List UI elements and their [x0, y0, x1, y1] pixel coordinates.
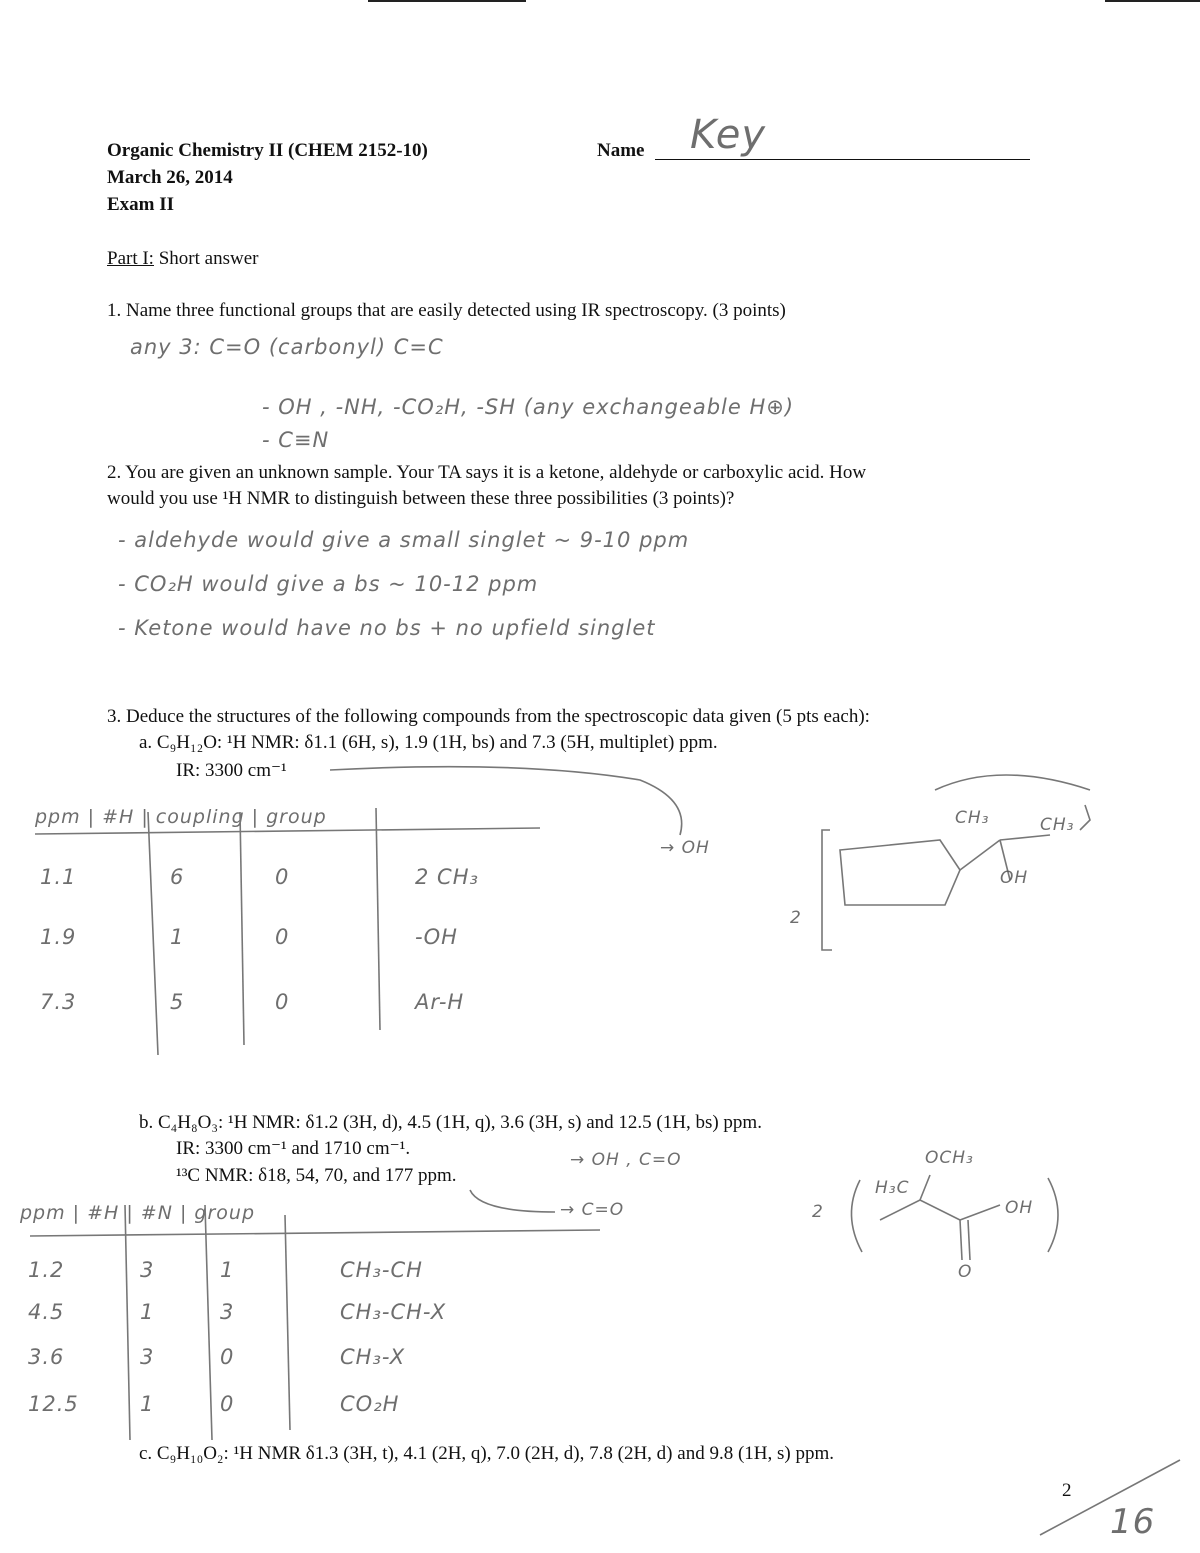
q3b-r1-group: CH₃-CH: [340, 1258, 423, 1282]
q3a-text-1: a. C₉H₁₂O: ¹H NMR: δ1.1 (6H, s), 1.9 (1H, bs) and 7.3 (5H, multiplet) ppm.: [139, 732, 718, 753]
q3a-ir-note: → OH: [660, 838, 710, 858]
q3b-r1-n: 1: [220, 1258, 235, 1282]
q3b-text-1: b. C₄H₈O₃: ¹H NMR: δ1.2 (3H, d), 4.5 (1H, q), 3.6 (3H, s) and 12.5 (1H, bs) ppm.: [139, 1112, 762, 1133]
q3a-table-header: ppm | #H | coupling | group: [35, 806, 327, 828]
q3b-struct-h3c: H₃C: [875, 1178, 910, 1198]
page-number: 2: [1062, 1480, 1072, 1501]
q1-answer-3: - C≡N: [262, 428, 330, 452]
q3b-r3-h: 3: [140, 1345, 155, 1369]
q3a-r3-group: Ar-H: [415, 990, 465, 1014]
q3a-struct-ch3-1: CH₃: [955, 808, 990, 828]
q3a-r1-h: 6: [170, 865, 185, 889]
score: 16: [1110, 1502, 1156, 1542]
q3b-r1-ppm: 1.2: [28, 1258, 65, 1282]
q3b-c13-note: → C=O: [560, 1200, 625, 1220]
q3a-r1-ppm: 1.1: [40, 865, 77, 889]
q1-text: 1. Name three functional groups that are easily detected using IR spectroscopy. (3 points): [107, 300, 786, 321]
q1-answer-1: any 3: C=O (carbonyl) C=C: [130, 335, 444, 359]
q3b-r2-ppm: 4.5: [28, 1300, 65, 1324]
q3-text: 3. Deduce the structures of the following compounds from the spectroscopic data given (5 pts each):: [107, 706, 870, 727]
q3a-r2-ppm: 1.9: [40, 925, 77, 949]
q3b-r4-h: 1: [140, 1392, 155, 1416]
q3b-r3-ppm: 3.6: [28, 1345, 65, 1369]
q3a-struct-oh: OH: [1000, 868, 1029, 888]
q3b-r4-n: 0: [220, 1392, 235, 1416]
q3b-r2-h: 1: [140, 1300, 155, 1324]
q2-text-2: would you use ¹H NMR to distinguish between these three possibilities (3 points)?: [107, 488, 735, 509]
q3b-struct-o: O: [958, 1262, 973, 1282]
q3a-r3-h: 5: [170, 990, 185, 1014]
q3a-r3-ppm: 7.3: [40, 990, 77, 1014]
q3b-r3-n: 0: [220, 1345, 235, 1369]
q3a-r3-coupling: 0: [275, 990, 290, 1014]
part-title: Short answer: [158, 248, 259, 269]
q3a-text-2: IR: 3300 cm⁻¹: [176, 760, 287, 781]
q3b-struct-oh: OH: [1005, 1198, 1034, 1218]
q3b-text-2: IR: 3300 cm⁻¹ and 1710 cm⁻¹.: [176, 1138, 411, 1159]
exam-date: March 26, 2014: [107, 167, 233, 188]
q3b-r2-group: CH₃-CH-X: [340, 1300, 447, 1324]
q3b-table-header: ppm | #H | #N | group: [20, 1202, 256, 1224]
q3c-text-1: c. C₉H₁₀O₂: ¹H NMR δ1.3 (3H, t), 4.1 (2H, q), 7.0 (2H, d), 7.8 (2H, d) and 9.8 (1H, s) ppm.: [139, 1443, 834, 1464]
q3b-r4-group: CO₂H: [340, 1392, 400, 1416]
q2-answer-2: - CO₂H would give a bs ~ 10-12 ppm: [118, 572, 539, 596]
part-label: Part I:: [107, 248, 154, 269]
q2-answer-1: - aldehyde would give a small singlet ~ 9-10 ppm: [118, 528, 690, 552]
q3b-text-3: ¹³C NMR: δ18, 54, 70, and 177 ppm.: [176, 1165, 457, 1186]
q3a-r1-coupling: 0: [275, 865, 290, 889]
q2-answer-3: - Ketone would have no bs + no upfield singlet: [118, 616, 656, 640]
q3a-r2-h: 1: [170, 925, 185, 949]
q3b-r3-group: CH₃-X: [340, 1345, 406, 1369]
name-label: Name: [597, 140, 645, 161]
q1-answer-2: - OH , -NH, -CO₂H, -SH (any exchangeable H⊕): [262, 395, 795, 419]
q3b-r2-n: 3: [220, 1300, 235, 1324]
q3a-r1-group: 2 CH₃: [415, 865, 479, 889]
q3b-r1-h: 3: [140, 1258, 155, 1282]
q3a-struct-multiplier: 2: [790, 908, 802, 928]
q3a-struct-ch3-2: CH₃: [1040, 815, 1075, 835]
q3b-struct-multiplier: 2: [812, 1202, 824, 1222]
q3a-r2-group: -OH: [415, 925, 458, 949]
name-value: Key: [690, 112, 767, 158]
q2-text-1: 2. You are given an unknown sample. Your TA says it is a ketone, aldehyde or carboxylic acid. How: [107, 462, 867, 483]
q3a-r2-coupling: 0: [275, 925, 290, 949]
q3b-struct-och3: OCH₃: [925, 1148, 974, 1168]
q3b-r4-ppm: 12.5: [28, 1392, 79, 1416]
q3b-ir-note: → OH , C=O: [570, 1150, 682, 1170]
course-title: Organic Chemistry II (CHEM 2152-10): [107, 140, 428, 161]
exam-title: Exam II: [107, 194, 175, 215]
